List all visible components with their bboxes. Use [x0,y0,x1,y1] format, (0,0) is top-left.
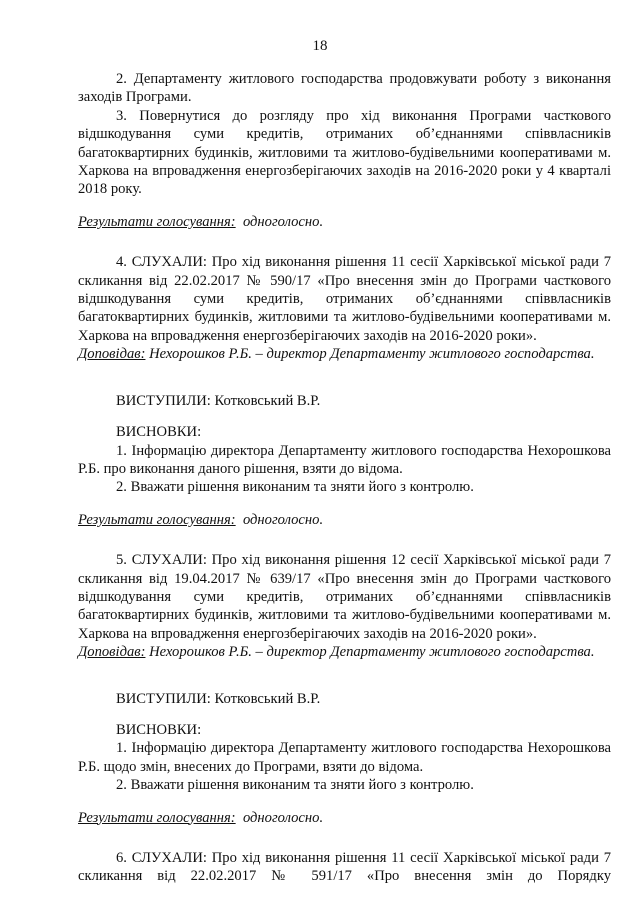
page-number: 18 [312,38,328,54]
spoke-item-4: ВИСТУПИЛИ: Котковський В.Р. [116,392,321,409]
vote-result: одноголосно. [242,213,324,230]
vote-results [78,213,611,231]
heard-item-6: 6. СЛУХАЛИ: Про хід виконання рішення 11 сесії Харківської міської ради 7 скликання від 22.02.2017 № 591/17 «Про внесення змін до Порядку [78,850,611,885]
conclusion-5-2: 2. Вважати рішення виконаним та зняти його з контролю. [116,777,474,794]
heard-item-4: 4. СЛУХАЛИ: Про хід виконання рішення 11 сесії Харківської міської ради 7 скликання від 22.02.2017 № 590/17 «Про внесення змін до Програми часткового відшкодування суми кредитів, отриманих об’єднаннями співвласників багатоквартирних будинків, житловими та житлово-будівельними кооперативами м. Харкова на впровадження енергозберігаючих заходів на 2016-2020 роки». [78,254,611,344]
vote-results [78,809,611,827]
vote-results [78,511,611,529]
conclusion-5-1: 1. Інформацію директора Департаменту житлового господарства Нехорошкова Р.Б. щодо змін, внесених до Програми, взяти до відома. [78,740,611,775]
heard-item-5: 5. СЛУХАЛИ: Про хід виконання рішення 12 сесії Харківської міської ради 7 скликання від 19.04.2017 № 639/17 «Про внесення змін до Програми часткового відшкодування суми кредитів, отриманих об’єднаннями співвласників багатоквартирних будинків, житловими та житлово-будівельними кооперативами м. Харкова на впровадження енергозберігаючих заходів на 2016-2020 роки». [78,552,611,642]
vote-label: Результати голосування: [78,511,236,528]
decision-item-3: 3. Повернутися до розгляду про хід виконання Програми часткового відшкодування суми кредитів, отриманих об’єднаннями співвласників багатоквартирних будинків, житловими та житлово-будівельними кооперативами м. Харкова на впровадження енергозберігаючих заходів на 2016-2020 роки у 4 кварталі 2018 року. [78,107,611,198]
reporter-text: Нехорошков Р.Б. – директор Департаменту житлового господарства. [149,346,595,363]
vote-result: одноголосно. [242,809,324,826]
conclusion-4-1: 1. Інформацію директора Департаменту житлового господарства Нехорошкова Р.Б. про виконання даного рішення, взяти до відома. [78,442,611,477]
vote-label: Результати голосування: [78,213,236,230]
vote-label: Результати голосування: [78,809,236,826]
decision-item-2: 2. Департаменту житлового господарства продовжувати роботу з виконання заходів Програми. [78,71,611,106]
reporter-item-4 [78,345,611,363]
reporter-label: Доповідав: [78,644,146,661]
reporter-text: Нехорошков Р.Б. – директор Департаменту житлового господарства. [149,644,595,661]
conclusions-label-5: ВИСНОВКИ: [116,721,202,738]
conclusion-4-2: 2. Вважати рішення виконаним та зняти його з контролю. [116,479,474,496]
conclusions-label-4: ВИСНОВКИ: [116,424,202,441]
document-body [78,70,611,886]
reporter-item-5 [78,643,611,661]
vote-result: одноголосно. [242,511,324,528]
spoke-item-5: ВИСТУПИЛИ: Котковський В.Р. [116,690,321,707]
reporter-label: Доповідав: [78,346,146,363]
